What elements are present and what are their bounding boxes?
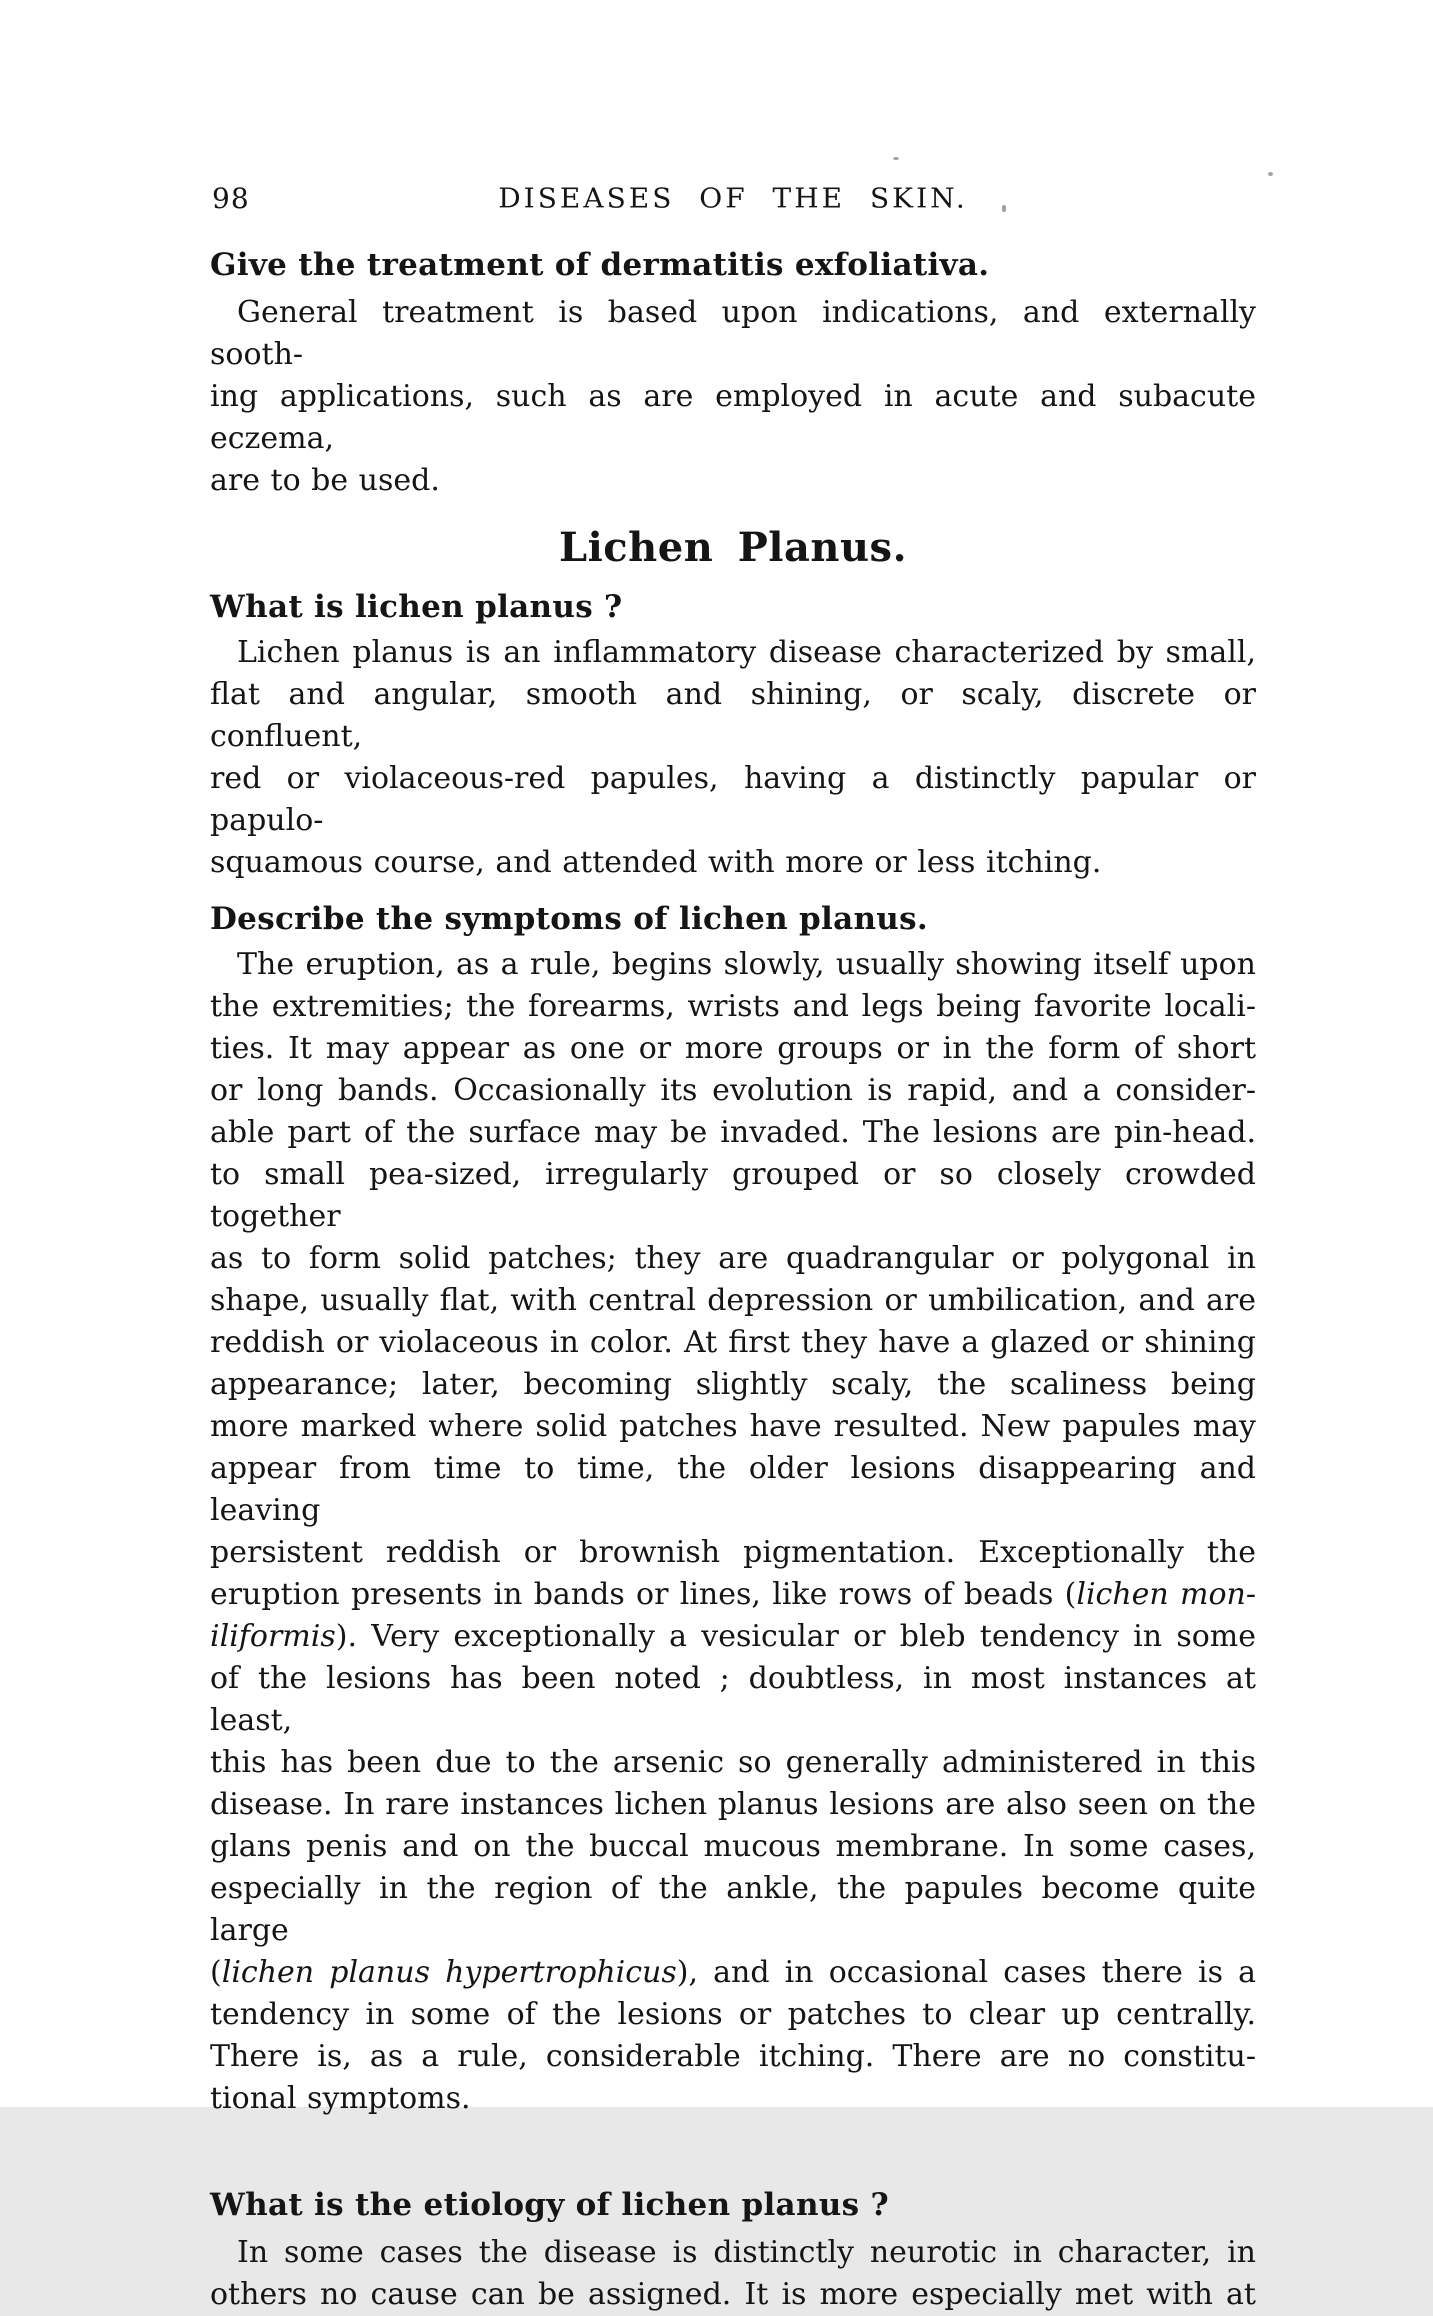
page-number: 98 bbox=[212, 182, 250, 215]
text-line: this has been due to the arsenic so generally administered in this bbox=[210, 1745, 1256, 1780]
paragraph bbox=[210, 632, 1256, 884]
text-line: to small pea-sized, irregularly grouped or so closely crowded together bbox=[210, 1157, 1256, 1234]
chapter-heading: Lichen Planus. bbox=[558, 524, 907, 571]
text-line: tendency in some of the lesions or patches to clear up centrally. bbox=[210, 1997, 1256, 2032]
text-line: General treatment is based upon indications, and externally sooth- bbox=[210, 295, 1256, 372]
text-line: more marked where solid patches have resulted. New papules may bbox=[210, 1409, 1256, 1444]
text-line: In some cases the disease is distinctly neurotic in character, in bbox=[237, 2235, 1256, 2270]
text-line: as to form solid patches; they are quadrangular or polygonal in bbox=[210, 1241, 1256, 1276]
scan-speck bbox=[893, 157, 899, 160]
text-line: red or violaceous-red papules, having a distinctly papular or papulo- bbox=[210, 761, 1256, 838]
paragraph bbox=[210, 944, 1256, 2120]
text-line: ties. It may appear as one or more groups or in the form of short bbox=[210, 1031, 1256, 1066]
question-heading: What is lichen planus ? bbox=[210, 589, 623, 625]
text-column bbox=[210, 182, 1256, 2316]
paragraph bbox=[210, 292, 1256, 502]
text-line: shape, usually flat, with central depression or umbilication, and are bbox=[210, 1283, 1256, 1318]
text-line: appear from time to time, the older lesions disappearing and leaving bbox=[210, 1451, 1256, 1528]
text-line: iliformis). Very exceptionally a vesicular or bleb tendency in some bbox=[210, 1619, 1256, 1654]
text-line: persistent reddish or brownish pigmentation. Exceptionally the bbox=[210, 1535, 1256, 1570]
text-line: flat and angular, smooth and shining, or scaly, discrete or confluent, bbox=[210, 677, 1256, 754]
text-line: of the lesions has been noted ; doubtless, in most instances at least, bbox=[210, 1661, 1256, 1738]
question-heading: Give the treatment of dermatitis exfoliativa. bbox=[210, 247, 990, 283]
text-line: The eruption, as a rule, begins slowly, usually showing itself upon bbox=[237, 947, 1256, 982]
text-line: the extremities; the forearms, wrists and legs being favorite locali- bbox=[210, 989, 1256, 1024]
text-line: disease. In rare instances lichen planus lesions are also seen on the bbox=[210, 1787, 1256, 1822]
text-line: especially in the region of the ankle, the papules become quite large bbox=[210, 1871, 1256, 1948]
text-line: others no cause can be assigned. It is more especially met with at bbox=[210, 2277, 1256, 2312]
paragraph bbox=[210, 2232, 1256, 2316]
text-line: tional symptoms. bbox=[210, 2081, 471, 2116]
question-heading: Describe the symptoms of lichen planus. bbox=[210, 901, 928, 937]
text-line: are to be used. bbox=[210, 463, 440, 498]
text-line: glans penis and on the buccal mucous membrane. In some cases, bbox=[210, 1829, 1256, 1864]
text-line: ing applications, such as are employed in acute and subacute eczema, bbox=[210, 379, 1256, 456]
running-head bbox=[210, 182, 1256, 218]
text-line: appearance; later, becoming slightly scaly, the scaliness being bbox=[210, 1367, 1256, 1402]
text-line: or long bands. Occasionally its evolution is rapid, and a consider- bbox=[210, 1073, 1256, 1108]
scan-speck bbox=[1268, 172, 1273, 176]
question-heading: What is the etiology of lichen planus ? bbox=[210, 2187, 889, 2223]
text-line: There is, as a rule, considerable itching. There are no constitu- bbox=[210, 2039, 1256, 2074]
text-line: reddish or violaceous in color. At first they have a glazed or shining bbox=[210, 1325, 1256, 1360]
text-body bbox=[210, 244, 1256, 2316]
text-line: eruption presents in bands or lines, like rows of beads (lichen mon- bbox=[210, 1577, 1257, 1612]
text-line: (lichen planus hypertrophicus), and in occasional cases there is a bbox=[210, 1955, 1256, 1990]
text-line: able part of the surface may be invaded. The lesions are pin-head. bbox=[210, 1115, 1256, 1150]
running-header-title: DISEASES OF THE SKIN. bbox=[498, 182, 968, 215]
text-line: squamous course, and attended with more or less itching. bbox=[210, 845, 1102, 880]
text-line: Lichen planus is an inflammatory disease characterized by small, bbox=[237, 635, 1256, 670]
